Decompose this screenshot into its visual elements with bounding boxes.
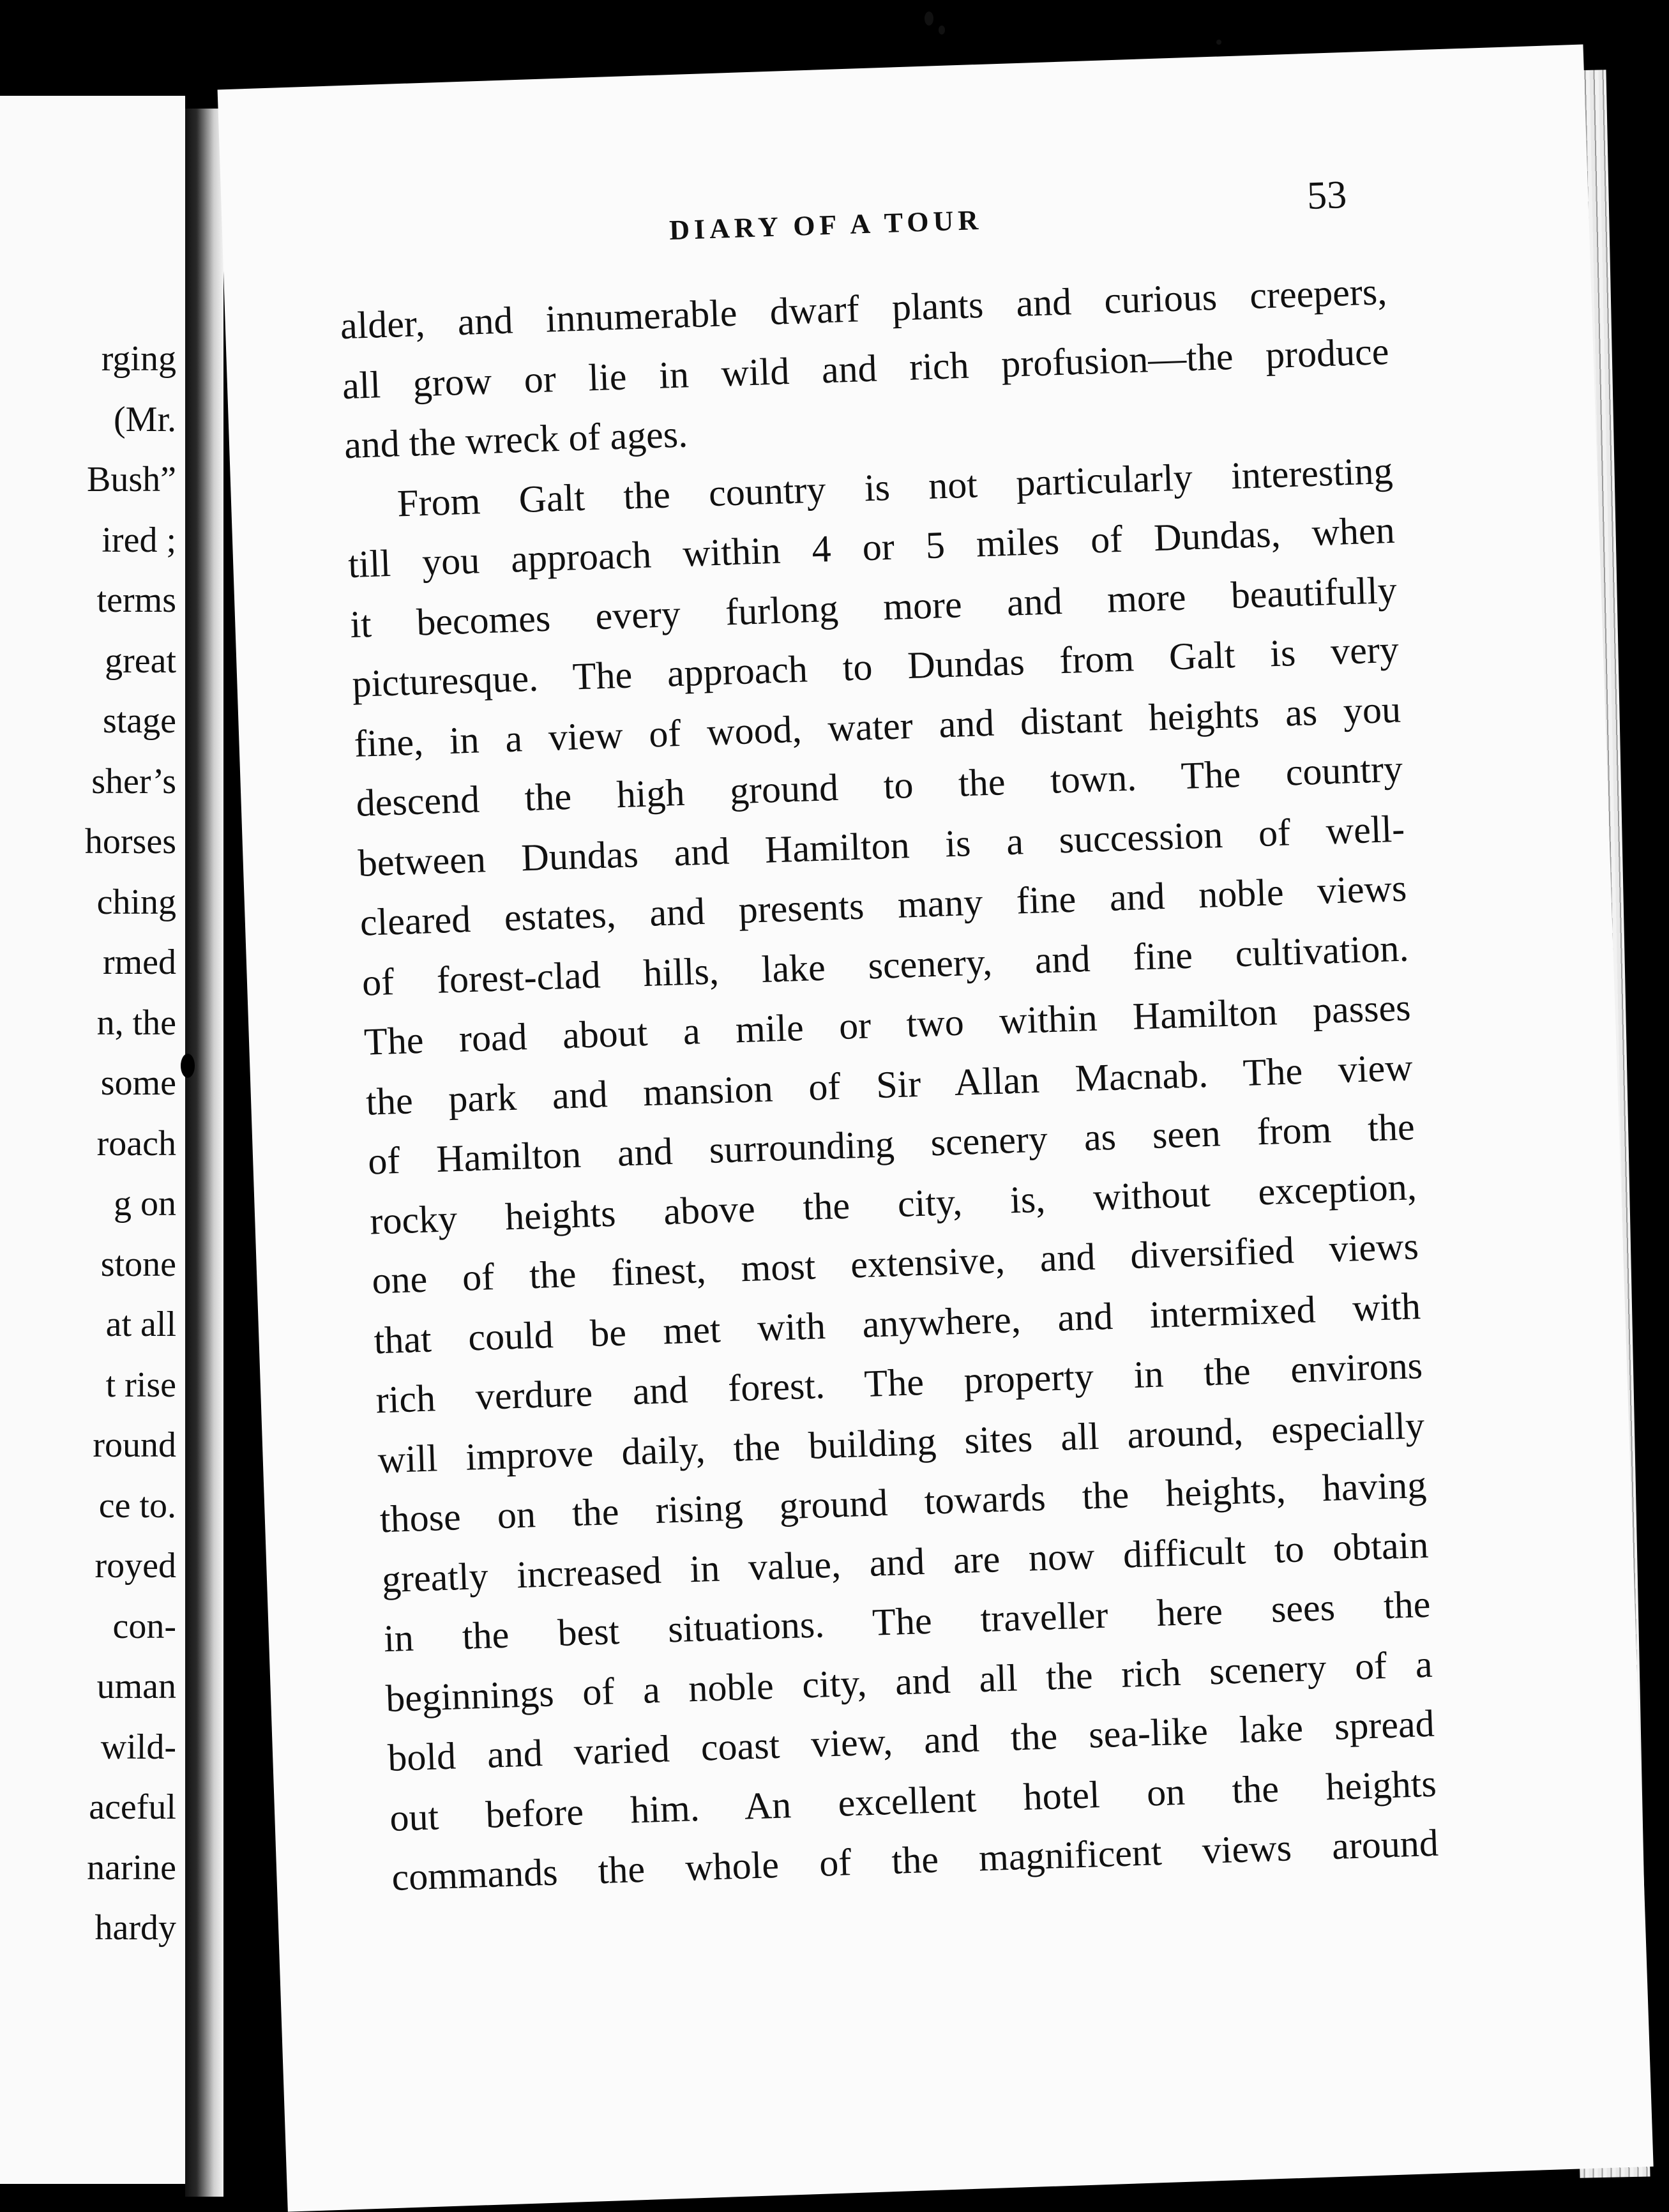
text-line: of Hamilton and surrounding scenery as seen from the: [367, 1105, 1416, 1183]
text-line: rich verdure and forest. The property in the environs: [375, 1344, 1423, 1421]
previous-page-text: [85, 329, 176, 1958]
previous-page-line: some: [100, 1063, 176, 1103]
previous-page-line: horses: [84, 822, 176, 861]
text-line: out before him. An excellent hotel on the heights: [389, 1762, 1437, 1839]
previous-page-line: n, the: [96, 1003, 176, 1043]
previous-page-line: ce to.: [98, 1485, 176, 1526]
previous-page-fragment: [0, 96, 185, 2184]
text-line: bold and varied coast view, and the sea-like lake spread: [387, 1702, 1435, 1780]
previous-page-line: con-: [112, 1606, 176, 1646]
previous-page-line: stone: [100, 1244, 176, 1284]
text-line: rocky heights above the city, is, without exception,: [369, 1165, 1417, 1243]
page-header: [222, 172, 1589, 275]
previous-page-line: narine: [87, 1847, 176, 1888]
previous-page-line: ching: [96, 882, 176, 922]
text-line: in the best situations. The traveller here sees the: [383, 1582, 1431, 1660]
text-line: all grow or lie in wild and rich profusion—the produce: [341, 330, 1390, 407]
previous-page-line: rmed: [102, 943, 176, 982]
text-line: picturesque. The approach to Dundas from Galt is very: [351, 628, 1400, 705]
text-line: commands the whole of the magnificent views around: [391, 1821, 1439, 1898]
text-line: it becomes every furlong more and more beautifully: [349, 568, 1398, 646]
previous-page-line: hardy: [94, 1908, 176, 1948]
page-body-text: [339, 262, 1439, 1907]
text-line: and the wreck of ages.: [344, 413, 689, 467]
scan-speck: [1216, 40, 1221, 45]
text-line: that could be met with anywhere, and intermixed with: [373, 1284, 1421, 1361]
text-line: one of the finest, most extensive, and diversified views: [371, 1225, 1419, 1302]
book-page: [218, 45, 1654, 2212]
running-head: DIARY OF A TOUR: [668, 204, 983, 246]
previous-page-line: Bush”: [87, 460, 176, 499]
text-line: From Galt the country is not particularly interesting: [396, 449, 1394, 524]
text-line: fine, in a view of wood, water and distant heights as you: [353, 688, 1401, 765]
text-line: till you approach within 4 or 5 miles of Dundas, when: [347, 508, 1396, 586]
text-line: between Dundas and Hamilton is a succession of well-: [357, 807, 1406, 884]
previous-page-line: at all: [105, 1305, 176, 1344]
scan-speck: [925, 11, 933, 26]
text-line: beginnings of a noble city, and all the rich scenery of a: [385, 1642, 1433, 1720]
previous-page-line: terms: [96, 580, 176, 620]
previous-page-line: wild-: [100, 1727, 176, 1767]
text-line: The road about a mile or two within Hamilton passes: [363, 986, 1412, 1063]
previous-page-line: roach: [96, 1123, 176, 1163]
previous-page-line: royed: [94, 1546, 176, 1586]
previous-page-line: uman: [96, 1667, 176, 1706]
previous-page-line: (Mr.: [114, 399, 176, 439]
previous-page-line: stage: [102, 701, 176, 741]
text-line: cleared estates, and presents many fine and noble views: [359, 867, 1408, 944]
text-line: alder, and innumerable dwarf plants and curious creepers,: [339, 269, 1388, 347]
text-line: of forest-clad hills, lake scenery, and fine cultivation.: [361, 926, 1410, 1004]
scan-speck: [939, 26, 945, 34]
book-gutter: [185, 109, 223, 2197]
previous-page-line: ired ;: [102, 520, 176, 560]
previous-page-line: rging: [101, 339, 176, 379]
text-line: those on the rising ground towards the heights, having: [379, 1463, 1428, 1541]
previous-page-line: round: [93, 1425, 176, 1465]
text-line: the park and mansion of Sir Allan Macnab. The view: [365, 1045, 1414, 1123]
previous-page-line: t rise: [105, 1365, 176, 1405]
text-line: greatly increased in value, and are now difficult to obtain: [381, 1523, 1430, 1600]
previous-page-line: g on: [114, 1184, 176, 1223]
text-line: will improve daily, the building sites all around, especially: [377, 1404, 1426, 1481]
text-line: descend the high ground to the town. The country: [355, 747, 1403, 824]
previous-page-line: sher’s: [91, 761, 176, 801]
previous-page-line: aceful: [89, 1787, 176, 1827]
previous-page-line: great: [105, 640, 176, 681]
page-number: 53: [1306, 172, 1348, 218]
ink-dot-mark: [181, 1054, 195, 1078]
